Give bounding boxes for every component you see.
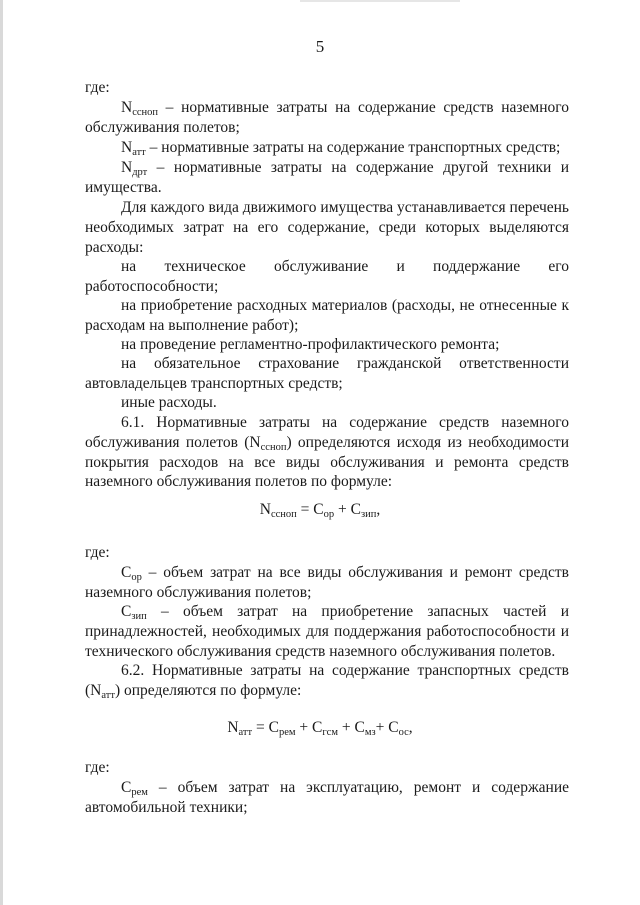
list-item-insurance: на обязательное страхование гражданской ответственности автовладельцев транспортных средств;: [85, 355, 569, 392]
list-item-repair: на проведение регламентно-профилактического ремонта;: [121, 336, 500, 353]
list-item-maintenance: [85, 257, 569, 297]
definition-n-att: $N_{атт}$ – нормативные затраты на содержание транспортных средств;: [121, 139, 561, 158]
paragraph-intro: Для каждого вида движимого имущества устанавливается перечень необходимых затрат на его содержание, среди которых выделяются расходы:: [85, 199, 569, 256]
gde-label-2: где:: [85, 544, 110, 561]
definition-n-ssnop: $N_{ссноп}$ – нормативные затраты на содержание средств наземного обслуживания полетов;: [85, 99, 569, 136]
scan-edge-top: [300, 0, 460, 2]
list-item-maintenance-line1: на техническое обслуживание и поддержание его: [121, 258, 569, 275]
paragraph-6-2: 6.2. Нормативные затраты на содержание транспортных средств $(N_{атт})$ определяются по формуле:: [85, 662, 569, 701]
scan-edge-left: [0, 0, 3, 905]
list-item-other: иные расходы.: [121, 394, 217, 411]
list-item-materials: на приобретение расходных материалов (расходы, не отнесенные к расходам на выполнение работ);: [85, 297, 569, 334]
paragraph-6-1: 6.1. Нормативные затраты на содержание средств наземного обслуживания полетов $(N_{ссноп})$ определяются исходя из необходимости покрытия расходов на все виды обслуживания и ремонта средств наземного обслуживания полетов по формуле:: [85, 414, 569, 491]
definition-c-or: $C_{ор}$ – объем затрат на все виды обслуживания и ремонт средств наземного обслуживания полетов;: [85, 564, 569, 601]
definition-c-rem: $C_{рем}$ – объем затрат на эксплуатацию, ремонт и содержание автомобильной техники;: [85, 779, 569, 816]
list-item-maintenance-line2: работоспособности;: [85, 277, 219, 295]
formula-n-att: $N_{атт} = C_{рем} + C_{гсм} + C_{мз}+ C_{ос}$,: [227, 719, 413, 738]
definition-n-drt: $N_{дрт}$ – нормативные затраты на содержание другой техники и имущества.: [85, 159, 569, 196]
page-number: 5: [315, 37, 325, 56]
gde-label-1: где:: [85, 79, 110, 96]
formula-n-ssnop: $N_{ссноп} = C_{ор} + C_{зип}$,: [259, 501, 381, 520]
definition-c-zip: $C_{зип}$ – объем затрат на приобретение запасных частей и принадлежностей, необходимых для поддержания работоспособности и технического обслуживания средств наземного обслуживания полетов.: [85, 603, 569, 660]
gde-label-3: где:: [85, 759, 110, 776]
